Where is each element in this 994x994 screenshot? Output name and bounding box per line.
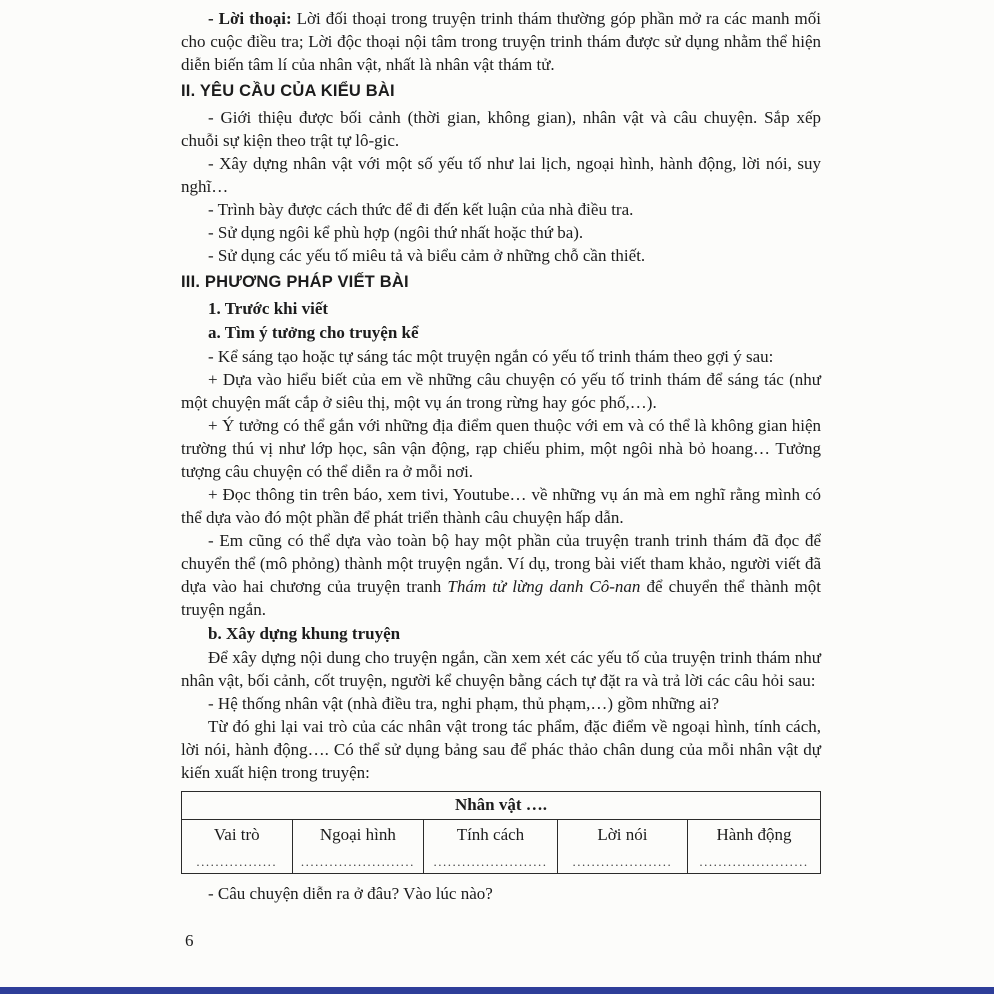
- paragraph-trinh-bay: - Trình bày được cách thức để đi đến kết luận của nhà điều tra.: [208, 200, 634, 219]
- column-label-vai-tro: Vai trò: [213, 825, 260, 844]
- dotted-fill-line: ........................: [433, 854, 548, 869]
- paragraph-loi-thoai: [181, 7, 821, 76]
- paragraph-dua-vao-hieu-biet: + Dựa vào hiểu biết của em về những câu chuyện có yếu tố trinh thám để sáng tác (như một chuyện mất cắp ở siêu thị, một vụ án trong rừng hay góc phố,…).: [181, 370, 821, 412]
- table-column-ngoai-hinh: [292, 820, 424, 874]
- term-loi-thoai: - Lời thoại:: [208, 9, 292, 28]
- paragraph-he-thong-nhan-vat: - Hệ thống nhân vật (nhà điều tra, nghi phạm, thủ phạm,…) gồm những ai?: [208, 694, 720, 713]
- footer-accent-bar: [0, 987, 994, 994]
- paragraph-em-cung-co-the: [181, 529, 821, 621]
- paragraph-ngoi-ke: - Sử dụng ngôi kể phù hợp (ngôi thứ nhất hoặc thứ ba).: [208, 223, 584, 242]
- character-sketch-table: [181, 791, 821, 874]
- page-content: [181, 7, 821, 951]
- column-label-ngoai-hinh: Ngoại hình: [319, 825, 396, 844]
- subheading-tim-y-tuong: a. Tìm ý tưởng cho truyện kể: [208, 323, 419, 342]
- paragraph-xay-dung-nhan-vat: - Xây dựng nhân vật với một số yếu tố như lai lịch, ngoại hình, hành động, lời nói, suy nghĩ…: [181, 154, 821, 196]
- table-column-vai-tro: [182, 820, 293, 874]
- paragraph-ke-sang-tao: - Kể sáng tạo hoặc tự sáng tác một truyện ngắn có yếu tố trinh thám theo gợi ý sau:: [208, 347, 774, 366]
- dotted-fill-line: .................: [196, 854, 278, 869]
- table-column-tinh-cach: [424, 820, 558, 874]
- paragraph-doc-thong-tin: + Đọc thông tin trên báo, xem tivi, Youtube… về những vụ án mà em nghĩ rằng mình có thể dựa vào đó một phần để phát triển thành câu chuyện hấp dẫn.: [181, 485, 821, 527]
- dotted-fill-line: ........................: [300, 854, 415, 869]
- column-label-hanh-dong: Hành động: [716, 825, 792, 844]
- paragraph-em-cung-pre: - Em cũng có thể dựa vào toàn bộ hay một phần của truyện tranh trinh thám đã đọc để chuyển thể (mô phỏng) thành một truyện ngắn. Ví dụ, trong bài viết tham khảo, người viết đã dựa vào hai chương của truyện tranh: [181, 531, 821, 596]
- book-title-conan: Thám tử lừng danh Cô-nan: [447, 577, 641, 596]
- paragraph-gioi-thieu: - Giới thiệu được bối cảnh (thời gian, không gian), nhân vật và câu chuyện. Sắp xếp chuỗi sự kiện theo trật tự lô-gic.: [181, 108, 821, 150]
- paragraph-tu-do-ghi-lai: Từ đó ghi lại vai trò của các nhân vật trong tác phẩm, đặc điểm về ngoại hình, tính cách, lời nói, hành động…. Có thể sử dụng bảng sau để phác thảo chân dung của mỗi nhân vật dự kiến xuất hiện trong truyện:: [181, 717, 821, 782]
- column-label-tinh-cach: Tính cách: [456, 825, 525, 844]
- page-number: 6: [185, 931, 194, 950]
- paragraph-mieu-ta: - Sử dụng các yếu tố miêu tả và biểu cảm ở những chỗ cần thiết.: [208, 246, 646, 265]
- table-header-row: [182, 820, 821, 874]
- paragraph-de-xay-dung: Để xây dựng nội dung cho truyện ngắn, cần xem xét các yếu tố của truyện trinh thám như nhân vật, bối cảnh, cốt truyện, người kể chuyện bằng cách tự đặt ra và trả lời các câu hỏi sau:: [181, 648, 821, 690]
- dotted-fill-line: .....................: [572, 854, 673, 869]
- section-heading-phuong-phap: III. PHƯƠNG PHÁP VIẾT BÀI: [181, 273, 409, 291]
- paragraph-loi-thoai-text: Lời đối thoại trong truyện trinh thám thường góp phần mở ra các manh mối cho cuộc điều tra; Lời độc thoại nội tâm trong truyện trinh thám được sử dụng nhằm thể hiện diễn biến tâm lí của nhân vật, nhất là nhân vật thám tử.: [181, 9, 821, 74]
- subheading-truoc-khi-viet: 1. Trước khi viết: [208, 299, 329, 318]
- paragraph-y-tuong: + Ý tưởng có thể gắn với những địa điểm quen thuộc với em và có thể là không gian hiện trường thú vị như lớp học, sân vận động, rạp chiếu phim, một ngôi nhà bỏ hoang… Tưởng tượng câu chuyện có thể diễn ra ở mỗi nơi.: [181, 416, 821, 481]
- table-caption-row: [182, 792, 821, 820]
- subheading-khung-truyen: b. Xây dựng khung truyện: [208, 624, 401, 643]
- section-heading-yeu-cau: II. YÊU CẦU CỦA KIỂU BÀI: [181, 82, 395, 100]
- dotted-fill-line: .......................: [699, 854, 809, 869]
- paragraph-cau-chuyen-dien-ra: - Câu chuyện diễn ra ở đâu? Vào lúc nào?: [208, 884, 493, 903]
- column-label-loi-noi: Lời nói: [597, 825, 648, 844]
- table-column-loi-noi: [557, 820, 687, 874]
- paragraph-em-cung-post: để chuyển thể thành một truyện ngắn.: [181, 577, 821, 619]
- table-column-hanh-dong: [688, 820, 821, 874]
- table-caption: Nhân vật ….: [182, 792, 821, 820]
